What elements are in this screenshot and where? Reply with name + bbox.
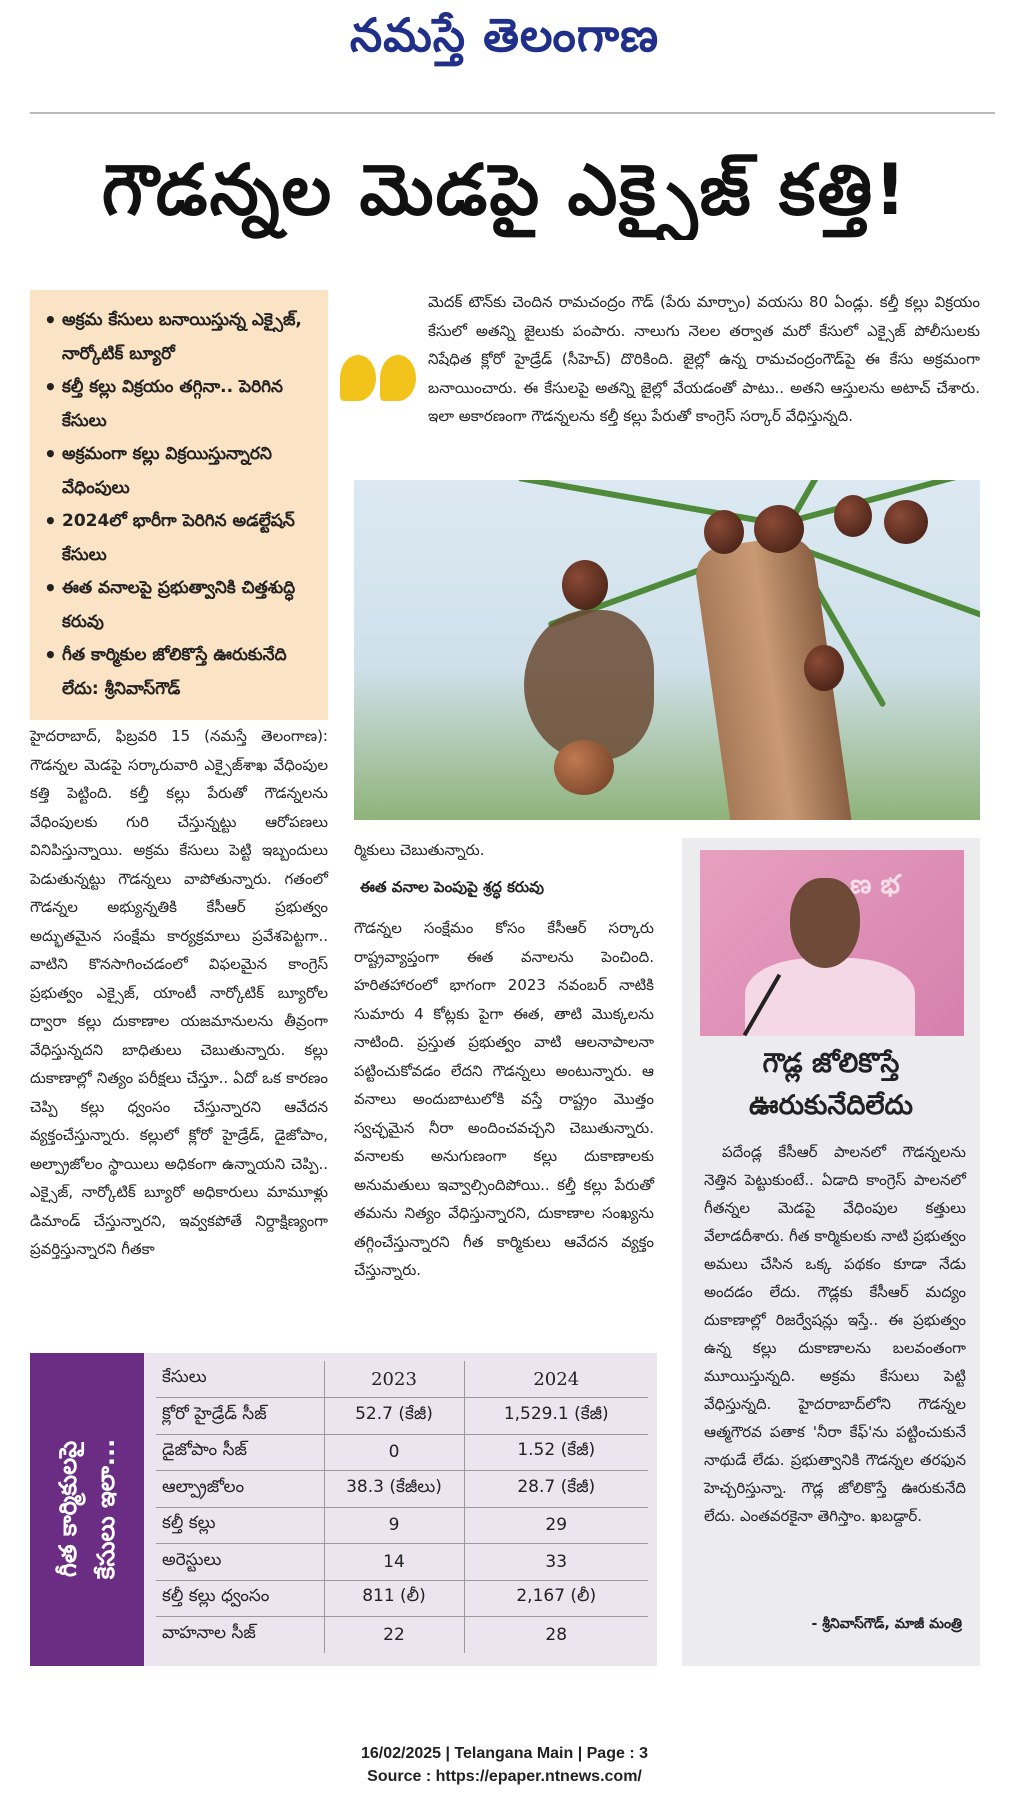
table-row — [156, 1544, 648, 1581]
row-label: కల్తీ కల్లు ధ్వంసం — [156, 1580, 324, 1617]
body-text-left: హైదరాబాద్, ఫిబ్రవరి 15 (నమస్తే తెలంగాణ): గౌడన్నల మెడపై సర్కారువారి ఎక్సైజ్‌శాఖ వేధింపుల కత్తి పెట్టింది. కల్తీ కల్లు పేరుతో గౌడన్నలను వేధింపులకు గురి చేస్తున్నట్టు ఆరోపణలు వినిపిస్తున్నాయి. అక్రమ కేసులు పెట్టి ఇబ్బందులు పెడుతున్నట్టు గౌడన్నలు వాపోతున్నారు. గతంలో గౌడన్నల అభ్యున్నతికి కేసీఆర్ ప్రభుత్వం అద్భుతమైన సంక్షేమ కార్యక్రమాలు ప్రవేశపెట్టగా.. వాటిని కొనసాగించడంలో విఫలమైన కాంగ్రెస్ ప్రభుత్వం ఎక్సైజ్, యాంటీ నార్కోటిక్ బ్యూరోల ద్వారా కల్లు దుకాణాల యజమానులను తీవ్రంగా వేధిస్తున్నదని బాధితులు చెబుతున్నారు. కల్లు దుకాణాల్లో నిత్యం పరీక్షలు చేస్తూ.. ఏదో ఒక కారణం చెప్పి కల్లు ధ్వంసం చేస్తున్నారని ఆవేదన వ్యక్తంచేస్తున్నారు. కల్లులో క్లోరో హైడ్రేడ్, డైజోపాం, అల్ప్రాజోలం స్థాయిలు అధికంగా ఉన్నాయని చెప్పి.. ఎక్సైజ్, నార్కోటిక్ బ్యూరో అధికారులు మామూళ్లు డిమాండ్ చేస్తున్నారని, ఇవ్వకపోతే నిర్దాక్షిణ్యంగా ప్రవర్తిస్తున్నారని గీతకా — [30, 727, 328, 1258]
value-2024: 2,167 (లీ) — [464, 1580, 648, 1617]
stats-side-label-line: గీత కార్మికులపై — [54, 1440, 82, 1578]
table-row — [156, 1507, 648, 1544]
value-2024: 33 — [464, 1544, 648, 1581]
value-2023: 38.3 (కేజీలు) — [324, 1471, 464, 1508]
footer-date-line: 16/02/2025 | Telangana Main | Page : 3 — [360, 1745, 648, 1762]
table-header-row — [156, 1361, 648, 1398]
stats-side-label-line: కేసులు ఇలా... — [92, 1438, 120, 1580]
value-2023: 9 — [324, 1507, 464, 1544]
highlight-item: • అక్రమ కేసులు బనాయిస్తున్న ఎక్సైజ్, నార్కోటిక్ బ్యూరో — [42, 304, 318, 371]
portrait-banner-text: ణ భ — [850, 870, 901, 900]
quote-sidebar — [682, 838, 980, 1666]
body-text-middle: గౌడన్నల సంక్షేమం కోసం కేసీఆర్ సర్కారు రాష్ట్రవ్యాప్తంగా ఈత వనాలను పెంచింది. హరితహారంలో భాగంగా 2023 నవంబర్ నాటికి సుమారు 4 కోట్లకు పైగా ఈత, తాటి మొక్కలను నాటింది. ప్రస్తుత ప్రభుత్వం వాటి ఆలనాపాలనా పట్టించుకోవడం లేదని గౌడన్నలు అంటున్నారు. ఆ వనాలు అందుబాటులోకి వస్తే రాష్ట్రం మొత్తం స్వచ్ఛమైన నీరా అందించవచ్చని చెబుతున్నారు. వనాలకు అనుగుణంగా కల్లు దుకాణాలకు అనుమతులు ఇవ్వాల్సిందిపోయి.. కల్తీ కల్లు పేరుతో తమను నిత్యం వేధిస్తున్నారని, దుకాణాల సంఖ్యను తగ్గించేస్తున్నారని గీత కార్మికులు ఆవేదన వ్యక్తం చేస్తున్నారు. — [354, 919, 654, 1279]
row-label: కల్తీ కల్లు — [156, 1507, 324, 1544]
highlight-item: • 2024లో భారీగా పెరిగిన అడల్టేషన్ కేసులు — [42, 505, 318, 572]
sidebar-text: పదేండ్ల కేసీఆర్ పాలనలో గౌడన్నలను నెత్తిన పెట్టుకుంటే.. ఏడాది కాంగ్రెస్ పాలనలో గీతన్నల మెడపై వేధింపుల కత్తులు వేలాడదీశారు. గీత కార్మికులకు నాటి ప్రభుత్వం అమలు చేసిన ఒక్క పథకం కూడా నేడు అందడం లేదు. గౌడ్లకు కేసీఆర్ మద్యం దుకాణాల్లో రిజర్వేషన్లు ఇస్తే.. ఈ ప్రభుత్వం ఉన్న కల్లు దుకాణాలను బలవంతంగా మూయిస్తున్నది. అక్రమ కేసులు పెట్టి వేధిస్తున్నది. హైదరాబాద్‌లోని గౌడన్నల ఆత్మగౌరవ పతాక 'నీరా కేఫ్'ను పట్టించుకునే నాథుడే లేడు. ప్రభుత్వానికి గౌడన్నల తరఫున హెచ్చరిస్తున్నా. గౌడ్ల జోలికొస్తే ఊరుకునేది లేదు. ఎంతవరకైనా తెగిస్తాం. ఖబడ్దార్. — [704, 1143, 966, 1525]
value-2023: 52.7 (కేజీ) — [324, 1398, 464, 1435]
masthead-logo: నమస్తే తెలంగాణ — [349, 8, 660, 62]
row-label: ఆల్ప్రాజోలం — [156, 1471, 324, 1508]
table-row — [156, 1617, 648, 1654]
stats-side-label — [30, 1353, 144, 1666]
speaker-portrait — [700, 850, 964, 1036]
lead-paragraph: మెదక్ టౌన్‌కు చెందిన రామచంద్రం గౌడ్ (పేరు మార్చాం) వయసు 80 ఏండ్లు. కల్తీ కల్లు విక్రయం కేసులో అతన్ని జైలుకు పంపారు. నాలుగు నెలల తర్వాత మరో కేసులో ఎక్సైజ్ పోలీసులకు నిషేధిత క్లోరో హైడ్రేడ్ (సీహెచ్) దొరికింది. జైల్లో ఉన్న రామచంద్రంగౌడ్‌పై ఈ కేసు అక్రమంగా బనాయించారు. ఈ కేసులపై అతన్ని జైల్లో వేయడంతో పాటు.. అతని ఆస్తులను అటాచ్ చేశారు. ఇలా అకారణంగా గౌడన్నలను కల్తీ కల్లు పేరుతో కాంగ్రెస్ సర్కార్ వేధిస్తున్నది. — [428, 293, 980, 426]
page-footer — [0, 1742, 1009, 1788]
value-2024: 28.7 (కేజీ) — [464, 1471, 648, 1508]
body-text-continuation: ర్మికులు చెబుతున్నారు. — [354, 841, 485, 859]
double-quote-icon — [340, 355, 418, 415]
table-row — [156, 1398, 648, 1435]
table-row — [156, 1434, 648, 1471]
header-cell: కేసులు — [156, 1361, 324, 1398]
row-label: క్లోరో హైడ్రేడ్ సీజ్ — [156, 1398, 324, 1435]
value-2023: 0 — [324, 1434, 464, 1471]
header-cell: 2023 — [324, 1361, 464, 1398]
subheading: ఈత వనాల పెంపుపై శ్రద్ధ కరువు — [360, 878, 544, 896]
highlight-item: • అక్రమంగా కల్లు విక్రయిస్తున్నారని వేధింపులు — [42, 438, 318, 505]
cases-stats-box — [30, 1353, 657, 1666]
sidebar-signature: - శ్రీనివాస్‌గౌడ్, మాజీ మంత్రి — [811, 1616, 962, 1632]
table-row — [156, 1580, 648, 1617]
value-2023: 811 (లీ) — [324, 1580, 464, 1617]
highlight-item: • గీత కార్మికుల జోలికొస్తే ఊరుకునేది లేదు: శ్రీనివాస్‌గౌడ్ — [42, 639, 318, 706]
top-divider — [30, 112, 995, 114]
value-2023: 14 — [324, 1544, 464, 1581]
sidebar-title: గౌడ్ల జోలికొస్తే ఊరుకునేదిలేదు — [749, 1048, 913, 1121]
headline: గౌడన్నల మెడపై ఎక్సైజ్ కత్తి! — [101, 149, 909, 231]
footer-source-link[interactable]: Source : https://epaper.ntnews.com/ — [367, 1768, 642, 1785]
row-label: వాహనాల సీజ్ — [162, 1623, 256, 1643]
row-label: డైజోపాం సీజ్ — [156, 1434, 324, 1471]
highlights-box — [30, 290, 328, 720]
value-2024: 1.52 (కేజీ) — [464, 1434, 648, 1471]
table-row — [156, 1471, 648, 1508]
value-2023: 22 — [324, 1617, 464, 1654]
row-label: అరెస్టులు — [156, 1544, 324, 1581]
cases-table — [156, 1361, 648, 1653]
header-cell: 2024 — [464, 1361, 648, 1398]
value-2024: 29 — [464, 1507, 648, 1544]
value-2024: 28 — [464, 1617, 648, 1654]
toddy-tapper-photo — [354, 480, 980, 820]
value-2024: 1,529.1 (కేజీ) — [464, 1398, 648, 1435]
highlight-item: • ఈత వనాలపై ప్రభుత్వానికి చిత్తశుద్ధి కరువు — [42, 572, 318, 639]
highlight-item: • కల్తీ కల్లు విక్రయం తగ్గినా.. పెరిగిన కేసులు — [42, 371, 318, 438]
